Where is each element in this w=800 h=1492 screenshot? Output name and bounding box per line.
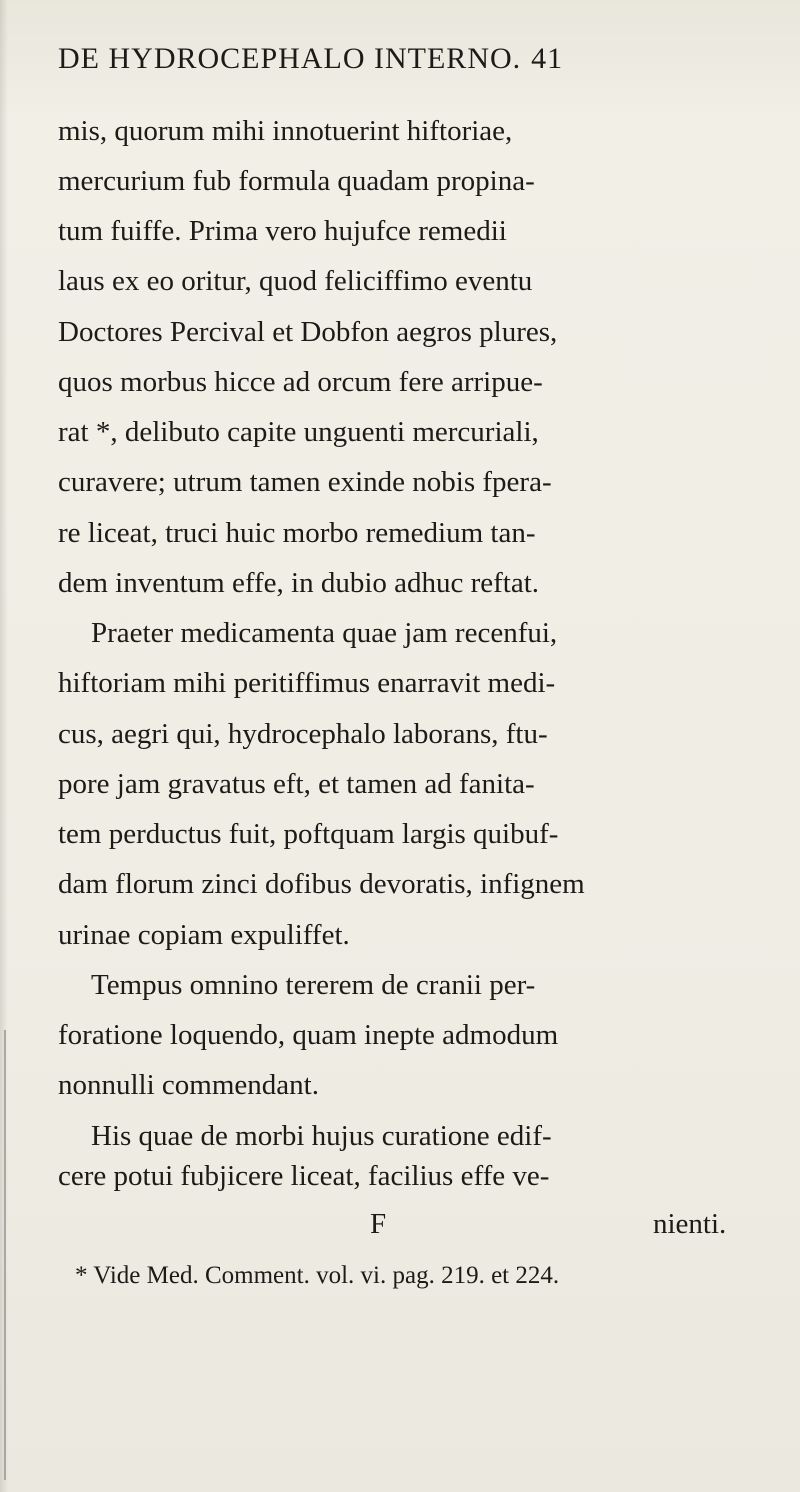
text-line: tem perductus fuit, poftquam largis quibuf- [58,818,559,850]
text-line: dem inventum effe, in dubio adhuc reftat. [58,567,540,599]
text-line: Tempus omnino tererem de cranii per- [91,969,536,1001]
text-line: cere potui fubjicere liceat, facilius effe ve- [58,1160,550,1192]
text-line: tum fuiffe. Prima vero hujufce remedii [58,215,507,247]
text-line: quos morbus hicce ad orcum fere arripue- [58,366,543,398]
text-line: Praeter medicamenta quae jam recenfui, [91,617,558,649]
text-line: cus, aegri qui, hydrocephalo laborans, ftu- [58,718,548,750]
text-line: foratione loquendo, quam inepte admodum [58,1019,559,1051]
catchword: nienti. [653,1208,727,1240]
text-line: curavere; utrum tamen exinde nobis fpera- [58,466,552,498]
signature-mark: F [370,1208,387,1240]
running-head [58,42,758,76]
page-number: 41 [531,42,564,75]
text-line: mis, quorum mihi innotuerint hiftoriae, [58,115,513,147]
text-line: His quae de morbi hujus curatione edif- [91,1120,552,1152]
margin-rule [4,1030,6,1480]
text-line: mercurium fub formula quadam propina- [58,165,535,197]
header-title: DE HYDROCEPHALO INTERNO. [58,42,522,75]
footnote: * Vide Med. Comment. vol. vi. pag. 219. et 224. [75,1262,560,1289]
text-line: laus ex eo oritur, quod feliciffimo eventu [58,265,533,297]
text-line: hiftoriam mihi peritiffimus enarravit medi- [58,667,556,699]
text-line: Doctores Percival et Dobfon aegros plures, [58,316,558,348]
text-line: nonnulli commendant. [58,1069,319,1101]
text-line: urinae copiam expuliffet. [58,919,350,951]
text-line: rat *, delibuto capite unguenti mercuriali, [58,416,539,448]
text-line: pore jam gravatus eft, et tamen ad fanita- [58,768,535,800]
text-line: re liceat, truci huic morbo remedium tan- [58,517,536,549]
text-line: dam florum zinci dofibus devoratis, infignem [58,868,585,900]
